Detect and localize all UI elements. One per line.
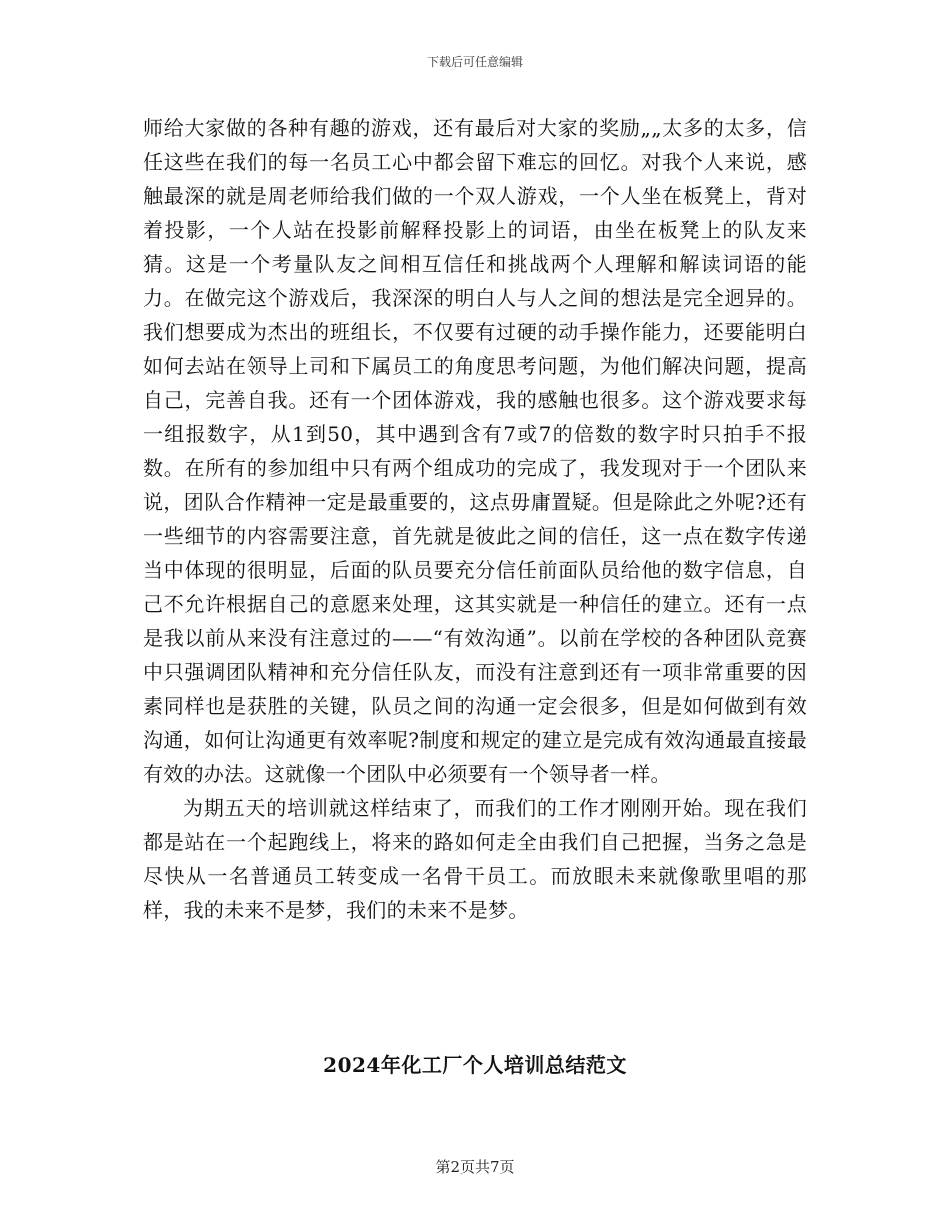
section-title: 2024年化工厂个人培训总结范文 (323, 1053, 627, 1077)
paragraph-conclusion: 为期五天的培训就这样结束了，而我们的工作才刚刚开始。现在我们都是站在一个起跑线上，将来的路如何走全由我们自己把握，当务之急是尽快从一名普通员工转变成一名骨干员工。而放眼未来就像歌里唱的那样，我的未来不是梦，我们的未来不是梦。 (143, 796, 807, 922)
page-header: 下载后可任意编辑 (426, 55, 523, 69)
document-body (143, 111, 807, 927)
page-footer: 第2页共7页 (435, 1158, 515, 1176)
paragraph-continued: 师给大家做的各种有趣的游戏，还有最后对大家的奖励„„太多的太多，信任这些在我们的每一名员工心中都会留下难忘的回忆。对我个人来说，感触最深的就是周老师给我们做的一个双人游戏，一个人坐在板凳上，背对着投影，一个人站在投影前解释投影上的词语，由坐在板凳上的队友来猜。这是一个考量队友之间相互信任和挑战两个人理解和解读词语的能力。在做完这个游戏后，我深深的明白人与人之间的想法是完全迥异的。我们想要成为杰出的班组长，不仅要有过硬的动手操作能力，还要能明白如何去站在领导上司和下属员工的角度思考问题，为他们解决问题，提高自己，完善自我。还有一个团体游戏，我的感触也很多。这个游戏要求每一组报数字，从1到50，其中遇到含有7或7的倍数的数字时只拍手不报数。在所有的参加组中只有两个组成功的完成了，我发现对于一个团队来说，团队合作精神一定是最重要的，这点毋庸置疑。但是除此之外呢?还有一些细节的内容需要注意，首先就是彼此之间的信任，这一点在数字传递当中体现的很明显，后面的队员要充分信任前面队员给他的数字信息，自己不允许根据自己的意愿来处理，这其实就是一种信任的建立。还有一点是我以前从来没有注意过的——“有效沟通”。以前在学校的各种团队竞赛中只强调团队精神和充分信任队友，而没有注意到还有一项非常重要的因素同样也是获胜的关键，队员之间的沟通一定会很多，但是如何做到有效沟通，如何让沟通更有效率呢?制度和规定的建立是完成有效沟通最直接最有效的办法。这就像一个团队中必须要有一个领导者一样。 (143, 116, 807, 786)
